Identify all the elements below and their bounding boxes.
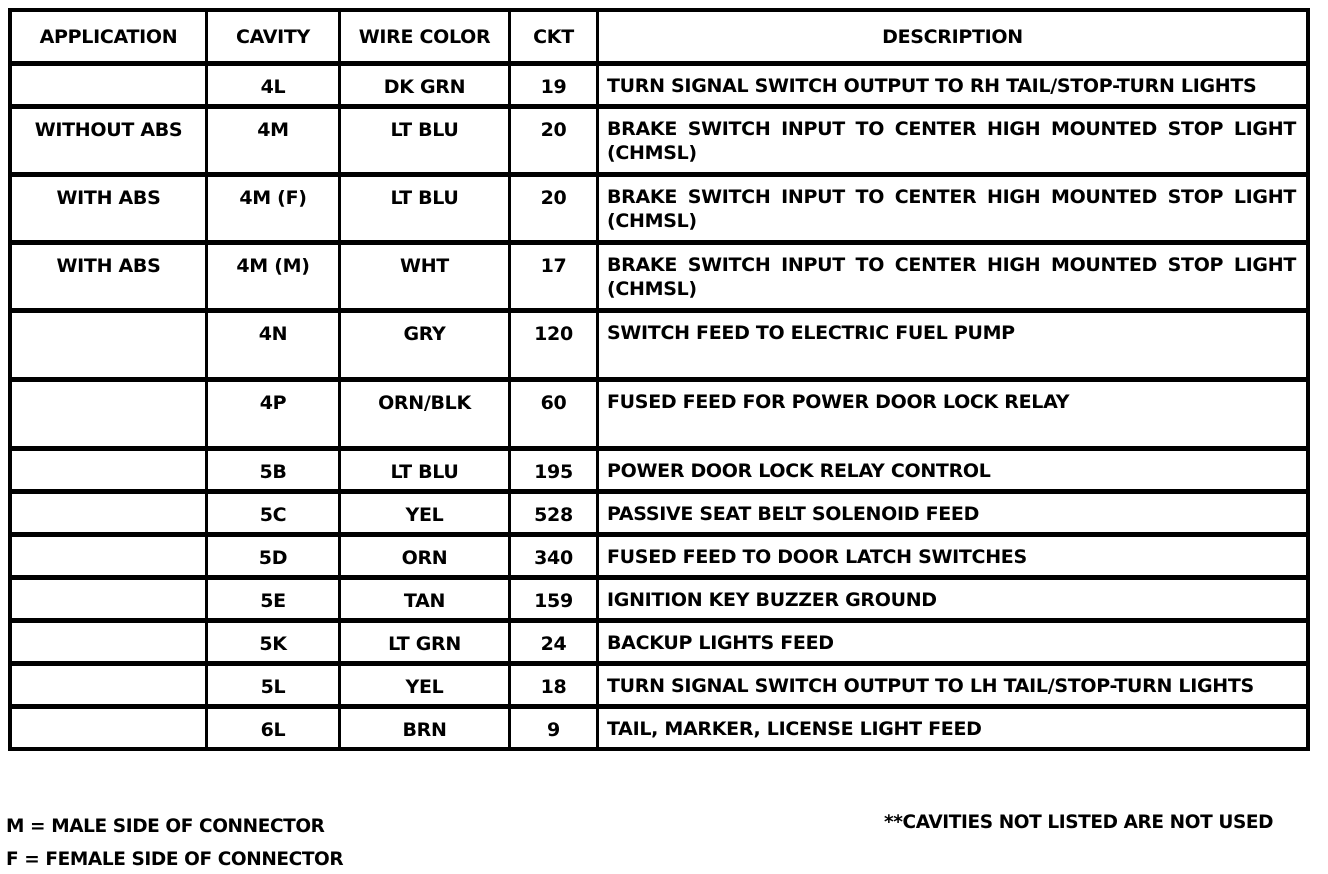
- cell-ckt: 340: [511, 537, 599, 580]
- cell-description: TAIL, MARKER, LICENSE LIGHT FEED: [607, 718, 982, 740]
- cell-ckt: 18: [511, 666, 599, 709]
- cell-ckt: 528: [511, 494, 599, 537]
- cell-application: WITH ABS: [12, 177, 208, 245]
- cell-ckt: 19: [511, 66, 599, 109]
- cell-description: BRAKE SWITCH INPUT TO CENTER HIGH MOUNTED STOP LIGHT (CHMSL): [599, 245, 1306, 313]
- header-wire-color: WIRE COLOR: [341, 12, 511, 66]
- cell-wire-color: LT GRN: [341, 623, 511, 666]
- cell-wire-color: YEL: [341, 666, 511, 709]
- cell-ckt: 60: [511, 382, 599, 451]
- cell-application: [12, 623, 208, 666]
- header-cavity: CAVITY: [208, 12, 341, 66]
- table-row: [12, 623, 1306, 666]
- cell-cavity: 5E: [208, 580, 341, 623]
- header-row: [12, 12, 1306, 66]
- table-row: [12, 245, 1306, 313]
- cell-wire-color: LT BLU: [341, 451, 511, 494]
- cell-cavity: 4P: [208, 382, 341, 451]
- table-row: [12, 66, 1306, 109]
- footnote-female: F = FEMALE SIDE OF CONNECTOR: [6, 849, 344, 870]
- cell-wire-color: DK GRN: [341, 66, 511, 109]
- header-description: DESCRIPTION: [599, 12, 1306, 66]
- table-row: [12, 537, 1306, 580]
- cell-cavity: 5B: [208, 451, 341, 494]
- cell-application: [12, 666, 208, 709]
- cell-wire-color: BRN: [341, 709, 511, 747]
- cell-cavity: 5D: [208, 537, 341, 580]
- cell-cavity: 6L: [208, 709, 341, 747]
- cell-ckt: 159: [511, 580, 599, 623]
- cell-cavity: 4M (M): [208, 245, 341, 313]
- cell-application: [12, 537, 208, 580]
- cell-cavity: 4M: [208, 109, 341, 177]
- cell-ckt: 9: [511, 709, 599, 747]
- cell-application: WITH ABS: [12, 245, 208, 313]
- cell-cavity: 5K: [208, 623, 341, 666]
- table-row: [12, 177, 1306, 245]
- cell-cavity: 4N: [208, 313, 341, 382]
- cell-application: [12, 709, 208, 747]
- cell-wire-color: WHT: [341, 245, 511, 313]
- cell-application: [12, 66, 208, 109]
- cell-description: BRAKE SWITCH INPUT TO CENTER HIGH MOUNTED STOP LIGHT (CHMSL): [599, 109, 1306, 177]
- cell-description: PASSIVE SEAT BELT SOLENOID FEED: [599, 494, 1306, 537]
- cell-cavity: 5L: [208, 666, 341, 709]
- cell-description: SWITCH FEED TO ELECTRIC FUEL PUMP: [599, 313, 1306, 382]
- table-row: [12, 451, 1306, 494]
- cell-application: [12, 494, 208, 537]
- cell-ckt: 20: [511, 177, 599, 245]
- cell-application: [12, 451, 208, 494]
- table-row: [12, 494, 1306, 537]
- cell-description: FUSED FEED FOR POWER DOOR LOCK RELAY: [599, 382, 1306, 451]
- footnote-male: M = MALE SIDE OF CONNECTOR: [6, 816, 325, 837]
- cell-description: TURN SIGNAL SWITCH OUTPUT TO RH TAIL/STOP-TURN LIGHTS: [599, 66, 1306, 109]
- table-row: [12, 580, 1306, 623]
- table-row: [12, 382, 1306, 451]
- cell-description: BACKUP LIGHTS FEED: [599, 623, 1306, 666]
- table-row: [12, 709, 1306, 747]
- cell-description: FUSED FEED TO DOOR LATCH SWITCHES: [599, 537, 1306, 580]
- cell-wire-color: ORN: [341, 537, 511, 580]
- cell-description: IGNITION KEY BUZZER GROUND: [599, 580, 1306, 623]
- cell-description: POWER DOOR LOCK RELAY CONTROL: [599, 451, 1306, 494]
- header-ckt: CKT: [511, 12, 599, 66]
- cell-ckt: 24: [511, 623, 599, 666]
- cell-wire-color: LT BLU: [341, 109, 511, 177]
- cell-application: [12, 382, 208, 451]
- cell-ckt: 17: [511, 245, 599, 313]
- cell-wire-color: ORN/BLK: [341, 382, 511, 451]
- cell-application: WITHOUT ABS: [12, 109, 208, 177]
- footnote-unused-cavities: **CAVITIES NOT LISTED ARE NOT USED: [884, 812, 1274, 833]
- cell-ckt: 195: [511, 451, 599, 494]
- cell-description: BRAKE SWITCH INPUT TO CENTER HIGH MOUNTED STOP LIGHT (CHMSL): [599, 177, 1306, 245]
- cell-description: TURN SIGNAL SWITCH OUTPUT TO LH TAIL/STOP-TURN LIGHTS: [599, 666, 1306, 709]
- table-row: [12, 666, 1306, 709]
- table-row: [12, 313, 1306, 382]
- cell-wire-color: LT BLU: [341, 177, 511, 245]
- cell-cavity: 4L: [208, 66, 341, 109]
- cell-wire-color: YEL: [341, 494, 511, 537]
- cell-ckt: 120: [511, 313, 599, 382]
- cell-cavity: 4M (F): [208, 177, 341, 245]
- cell-wire-color: TAN: [341, 580, 511, 623]
- cell-wire-color: GRY: [341, 313, 511, 382]
- cell-application: [12, 313, 208, 382]
- header-application: APPLICATION: [12, 12, 208, 66]
- cell-cavity: 5C: [208, 494, 341, 537]
- cell-ckt: 20: [511, 109, 599, 177]
- table-row: [12, 109, 1306, 177]
- cell-application: [12, 580, 208, 623]
- connector-cavity-table: [8, 8, 1310, 751]
